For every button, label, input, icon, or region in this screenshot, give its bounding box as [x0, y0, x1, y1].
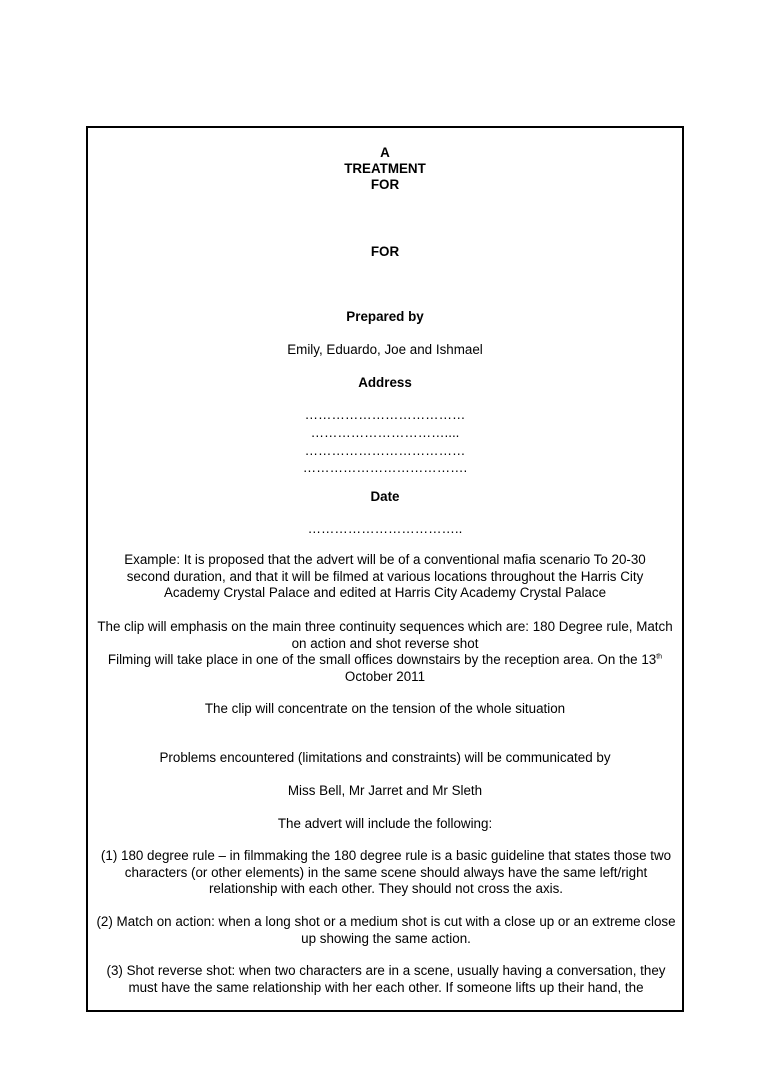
include-heading: The advert will include the following:: [277, 816, 493, 831]
address-line-3: ………………………………: [304, 443, 466, 458]
title-line-for-second: FOR: [370, 244, 400, 259]
example-paragraph: Example: It is proposed that the advert will be of a conventional mafia scenario To 20-30 second duration, and that it will be filmed at various locations throughout the Harris City Academy Crystal Palace and edited at Harris City Academy Crystal Palace: [124, 552, 646, 600]
prepared-by-names: Emily, Eduardo, Joe and Ishmael: [287, 342, 483, 357]
filming-superscript: th: [656, 653, 663, 661]
date-line: ……………………………..: [307, 521, 463, 536]
problems-statement: Problems encountered (limitations and constraints) will be communicated by: [159, 750, 611, 765]
staff-names: Miss Bell, Mr Jarret and Mr Sleth: [287, 783, 483, 798]
rule-1-paragraph: (1) 180 degree rule – in filmmaking the 180 degree rule is a basic guideline that states those two characters (or other elements) in the same scene should always have the same left/right relationship with each other. They should not cross the axis.: [100, 848, 672, 896]
rule-2-paragraph: (2) Match on action: when a long shot or a medium shot is cut with a close up or an extreme close up showing the same action.: [96, 914, 676, 946]
rule-3-paragraph: (3) Shot reverse shot: when two characters are in a scene, usually having a conversation, they must have the same relationship with her each other. If someone lifts up their hand, the: [106, 963, 666, 995]
address-line-2: …………………………....: [310, 425, 460, 440]
address-heading: Address: [358, 375, 412, 390]
clip-emphasis-paragraph: The clip will emphasis on the main three continuity sequences which are: 180 Degree rule, Match on action and shot reverse shot: [97, 619, 673, 651]
filming-paragraph: [94, 652, 676, 685]
filming-text: Filming will take place in one of the small offices downstairs by the reception area. On the 13: [107, 652, 657, 667]
prepared-by-heading: Prepared by: [346, 309, 424, 324]
filming-date-text: October 2011: [344, 668, 426, 684]
tension-statement: The clip will concentrate on the tension of the whole situation: [204, 701, 566, 716]
title-line-a: A: [380, 145, 390, 160]
date-heading: Date: [370, 489, 400, 504]
title-line-for: FOR: [370, 177, 400, 192]
address-line-4: ……………………………….: [302, 460, 468, 475]
title-line-treatment: TREATMENT: [344, 161, 426, 176]
document-page: [86, 126, 684, 1012]
address-line-1: ………………………………: [304, 407, 466, 422]
